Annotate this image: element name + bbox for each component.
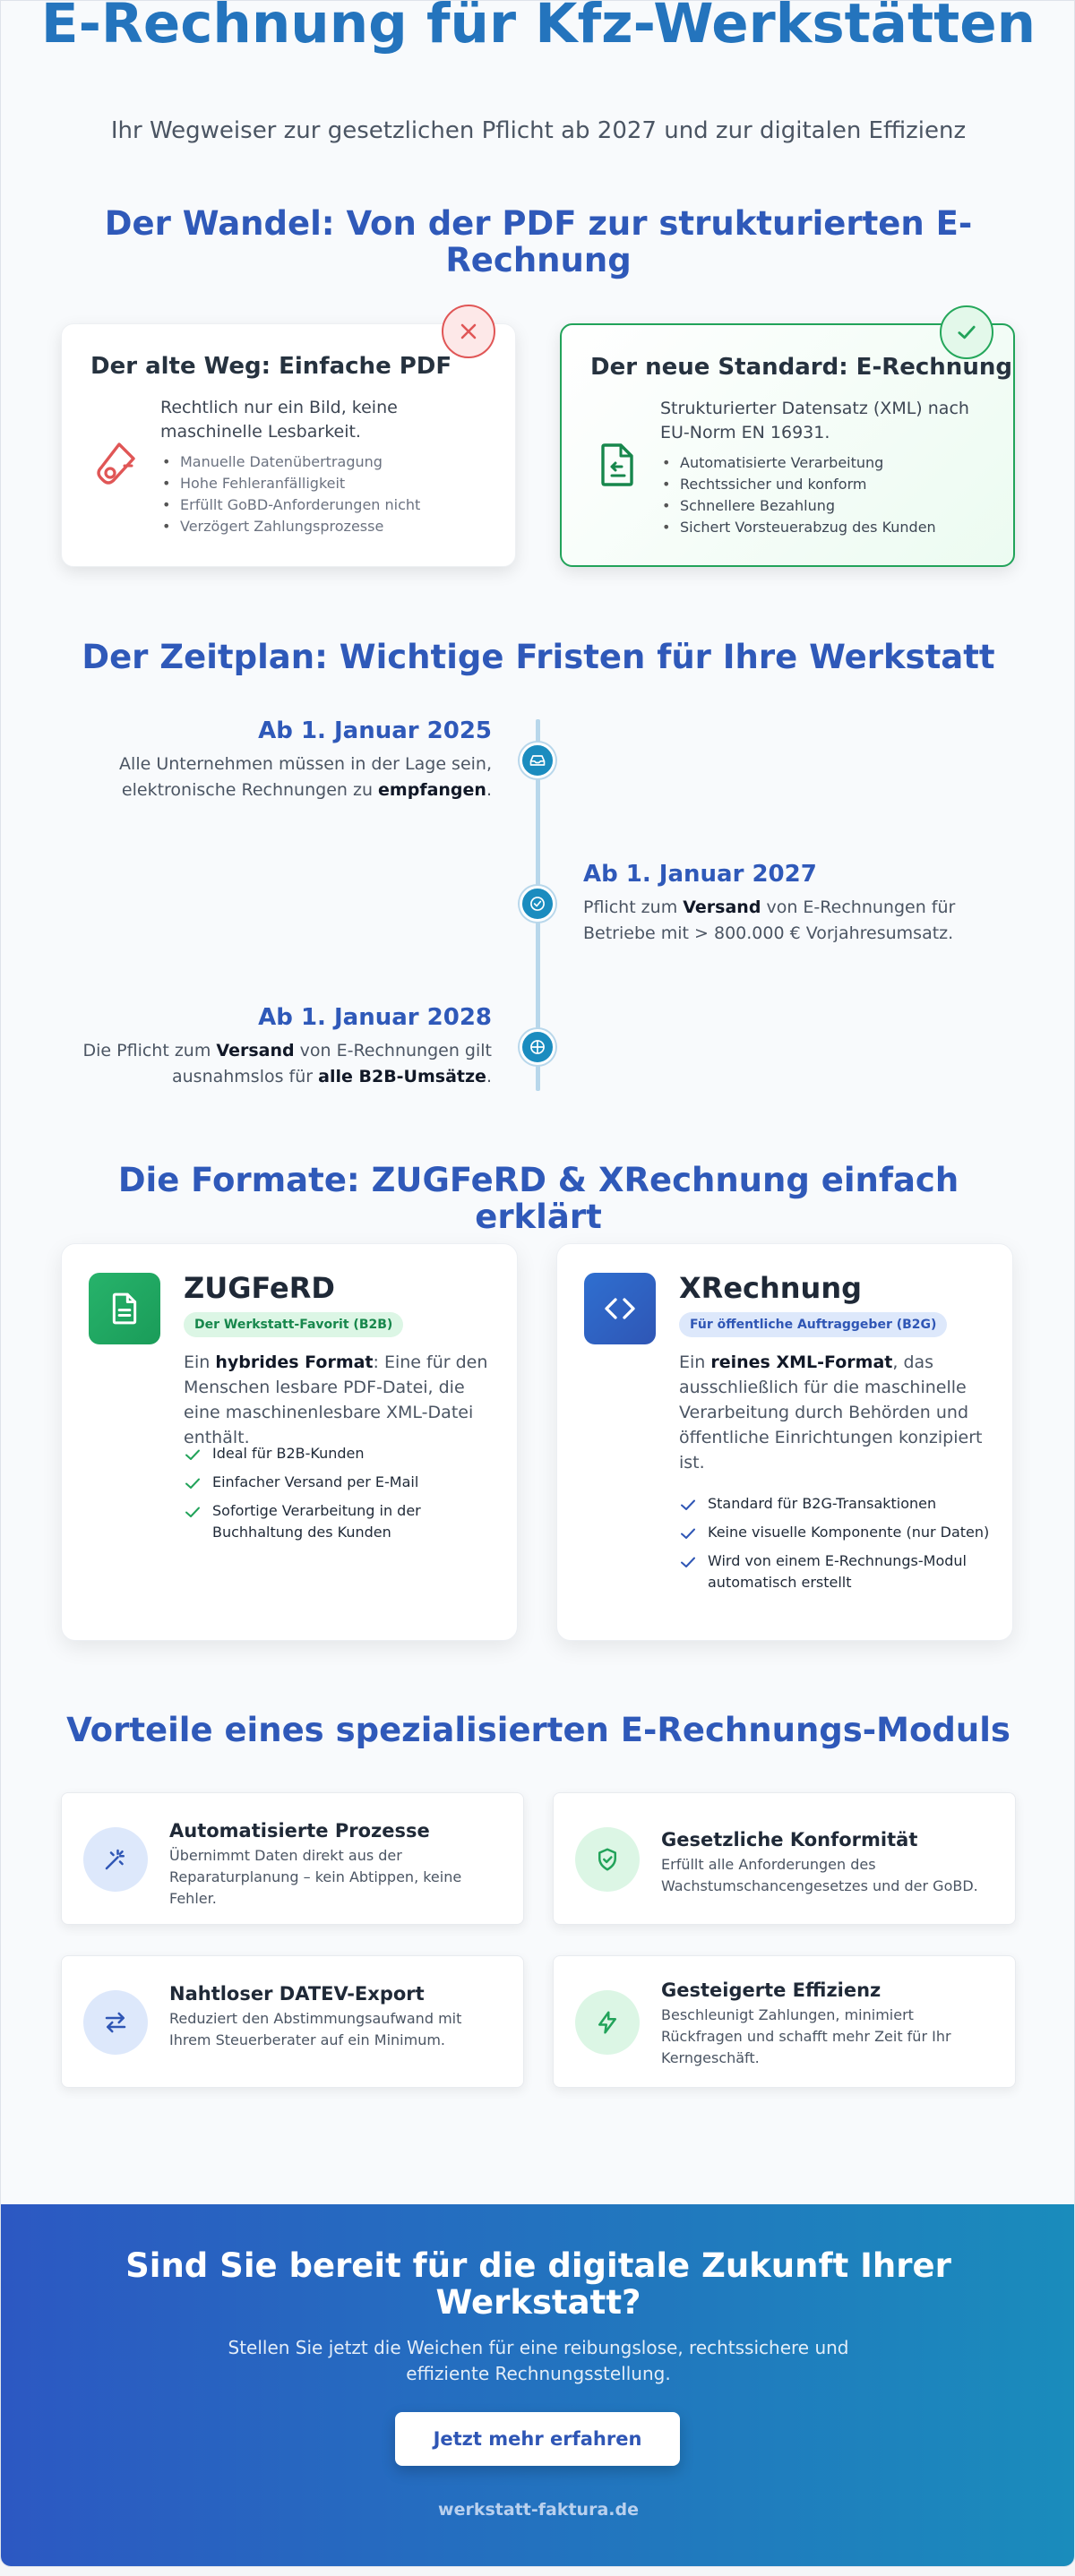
list-item: • Automatisierte Verarbeitung [660, 452, 1001, 474]
code-icon [584, 1273, 656, 1344]
feature-label: Wird von einem E-Rechnungs-Modul automatisch erstellt [708, 1552, 967, 1591]
website-link[interactable]: werkstatt-faktura.de [438, 2500, 639, 2520]
xrechnung-tag: Für öffentliche Auftraggeber (B2G) [679, 1312, 947, 1337]
advantage-title: Gesteigerte Effizienz [661, 1979, 882, 2001]
timeline-text-part: Pflicht zum [583, 897, 684, 917]
timeline-text-part: . [486, 780, 492, 800]
timeline-text-bold: Versand [683, 897, 761, 917]
learn-more-button[interactable]: Jetzt mehr erfahren [395, 2412, 680, 2466]
old-way-description: Rechtlich nur ein Bild, keine maschinelle Lesbarkeit. [160, 398, 398, 442]
zugferd-features [184, 1443, 497, 1550]
timeline-text-part: Alle Unternehmen müssen in der Lage sein, elektronische Rechnungen zu [119, 754, 492, 800]
lightning-icon [575, 1990, 640, 2055]
advantage-title: Gesetzliche Konformität [661, 1829, 918, 1850]
timeline-date-2025: Ab 1. Januar 2025 [258, 717, 492, 744]
advantage-card [61, 1955, 524, 2088]
desc-bold: hybrides Format [215, 1352, 374, 1372]
feature-label: Ideal für B2B-Kunden [212, 1445, 365, 1462]
timeline-text-part: von E-Rechnungen gilt ausnahmslos für [171, 1041, 492, 1086]
advantage-text: Übernimmt Daten direkt aus der Reparaturplanung – kein Abtippen, keine Fehler. [169, 1847, 462, 1907]
page-title: E-Rechnung für Kfz-Werkstätten [40, 0, 1036, 56]
list-item: • Verzögert Zahlungsprozesse [160, 516, 501, 537]
old-way-title: Der alte Weg: Einfache PDF [90, 353, 452, 380]
comparison-title: Der Wandel: Von der PDF zur strukturierten E-Rechnung [104, 204, 973, 279]
new-standard-list [660, 452, 1001, 538]
document-icon [89, 1273, 160, 1344]
formats-title: Die Formate: ZUGFeRD & XRechnung einfach erklärt [117, 1161, 959, 1236]
list-item [679, 1493, 993, 1515]
advantage-title: Nahtloser DATEV-Export [169, 1983, 425, 2005]
feature-label: Standard für B2G-Transaktionen [708, 1495, 937, 1512]
list-item [679, 1550, 993, 1593]
old-way-card [61, 323, 516, 567]
cta-section [1, 2204, 1075, 2567]
timeline-date-2028: Ab 1. Januar 2028 [258, 1004, 492, 1031]
zugferd-name: ZUGFeRD [184, 1271, 335, 1305]
list-item [679, 1522, 993, 1543]
timeline-text-2027 [583, 895, 1022, 947]
xrechnung-name: XRechnung [679, 1271, 863, 1305]
check-icon [184, 1503, 202, 1521]
desc-bold: reines XML-Format [710, 1352, 893, 1372]
timeline-text-bold: empfangen [378, 780, 486, 800]
check-icon [184, 1474, 202, 1492]
shield-check-icon [575, 1827, 640, 1892]
new-standard-description: Strukturierter Datensatz (XML) nach EU-Norm EN 16931. [660, 399, 969, 442]
advantage-title: Automatisierte Prozesse [169, 1820, 430, 1842]
zugferd-description [184, 1350, 488, 1450]
new-standard-card [560, 323, 1015, 567]
check-circle-icon [520, 886, 555, 922]
feature-label: Einfacher Versand per E-Mail [212, 1473, 419, 1490]
timeline-date-2027: Ab 1. Januar 2027 [583, 861, 817, 888]
timeline-text-bold: Versand [216, 1041, 295, 1060]
list-item: • Hohe Fehleranfälligkeit [160, 473, 501, 494]
inbox-icon [520, 743, 555, 778]
zugferd-tag: Der Werkstatt-Favorit (B2B) [184, 1312, 403, 1337]
timeline-text-bold: alle B2B-Umsätze [318, 1067, 486, 1086]
timeline-title: Der Zeitplan: Wichtige Fristen für Ihre Werkstatt [82, 638, 995, 676]
xrechnung-card [556, 1243, 1013, 1641]
xrechnung-features [679, 1493, 993, 1601]
file-xml-icon [592, 440, 642, 490]
timeline-text-part: von E-Rechnungen für Betriebe mit > 800.000 € Vorjahresumsatz. [583, 897, 956, 943]
check-icon [679, 1524, 697, 1542]
transfer-arrows-icon [83, 1990, 148, 2055]
xrechnung-description [679, 1350, 984, 1475]
check-icon [679, 1553, 697, 1571]
feature-label: Sofortige Verarbeitung in der Buchhaltung des Kunden [212, 1502, 421, 1541]
list-item [184, 1443, 497, 1464]
check-icon [184, 1446, 202, 1464]
advantages-title: Vorteile eines spezialisierten E-Rechnungs-Moduls [66, 1711, 1010, 1749]
old-way-list [160, 451, 501, 537]
desc-part: Ein [679, 1352, 711, 1372]
timeline-text-2028 [82, 1038, 492, 1090]
new-standard-title: Der neue Standard: E-Rechnung [590, 354, 1012, 381]
list-item [184, 1500, 497, 1543]
list-item: • Schnellere Bezahlung [660, 495, 1001, 517]
advantage-text: Reduziert den Abstimmungsaufwand mit Ihrem Steuerberater auf ein Minimum. [169, 2010, 462, 2048]
advantage-text: Beschleunigt Zahlungen, minimiert Rückfragen und schafft mehr Zeit für Ihr Kerngeschäft. [661, 2006, 951, 2066]
advantage-card [553, 1792, 1016, 1925]
list-item: • Sichert Vorsteuerabzug des Kunden [660, 517, 1001, 538]
cta-title: Sind Sie bereit für die digitale Zukunft Ihrer Werkstatt? [125, 2246, 951, 2322]
check-icon [940, 305, 993, 359]
feature-label: Keine visuelle Komponente (nur Daten) [708, 1524, 990, 1541]
list-item [184, 1472, 497, 1493]
advantage-card [553, 1955, 1016, 2088]
list-item: • Manuelle Datenübertragung [160, 451, 501, 473]
timeline-text-part: . [486, 1067, 492, 1086]
advantage-text: Erfüllt alle Anforderungen des Wachstumschancengesetzes und der GoBD. [661, 1856, 978, 1894]
list-item: • Rechtssicher und konform [660, 474, 1001, 495]
desc-part: Ein [184, 1352, 216, 1372]
cta-text: Stellen Sie jetzt die Weichen für eine reibungslose, rechtssichere und effiziente Rechnungsstellung. [228, 2337, 849, 2384]
timeline-text-2025 [90, 751, 492, 803]
close-icon [442, 305, 495, 358]
globe-icon [520, 1029, 555, 1065]
desc-part: : Eine für den Menschen lesbare PDF-Datei, die eine maschinenlesbare XML-Datei enthält. [184, 1352, 488, 1447]
desc-part: , das ausschließlich für die maschinelle Verarbeitung durch Behörden und öffentliche Einrichtungen konzipiert ist. [679, 1352, 983, 1473]
list-item: • Erfüllt GoBD-Anforderungen nicht [160, 494, 501, 516]
page-subtitle: Ihr Wegweiser zur gesetzlichen Pflicht ab 2027 und zur digitalen Effizienz [110, 117, 967, 144]
wand-icon [83, 1827, 148, 1892]
check-icon [679, 1496, 697, 1514]
pdf-tag-icon [92, 439, 142, 489]
timeline-text-part: Die Pflicht zum [82, 1041, 217, 1060]
zugferd-card [61, 1243, 518, 1641]
advantage-card [61, 1792, 524, 1925]
